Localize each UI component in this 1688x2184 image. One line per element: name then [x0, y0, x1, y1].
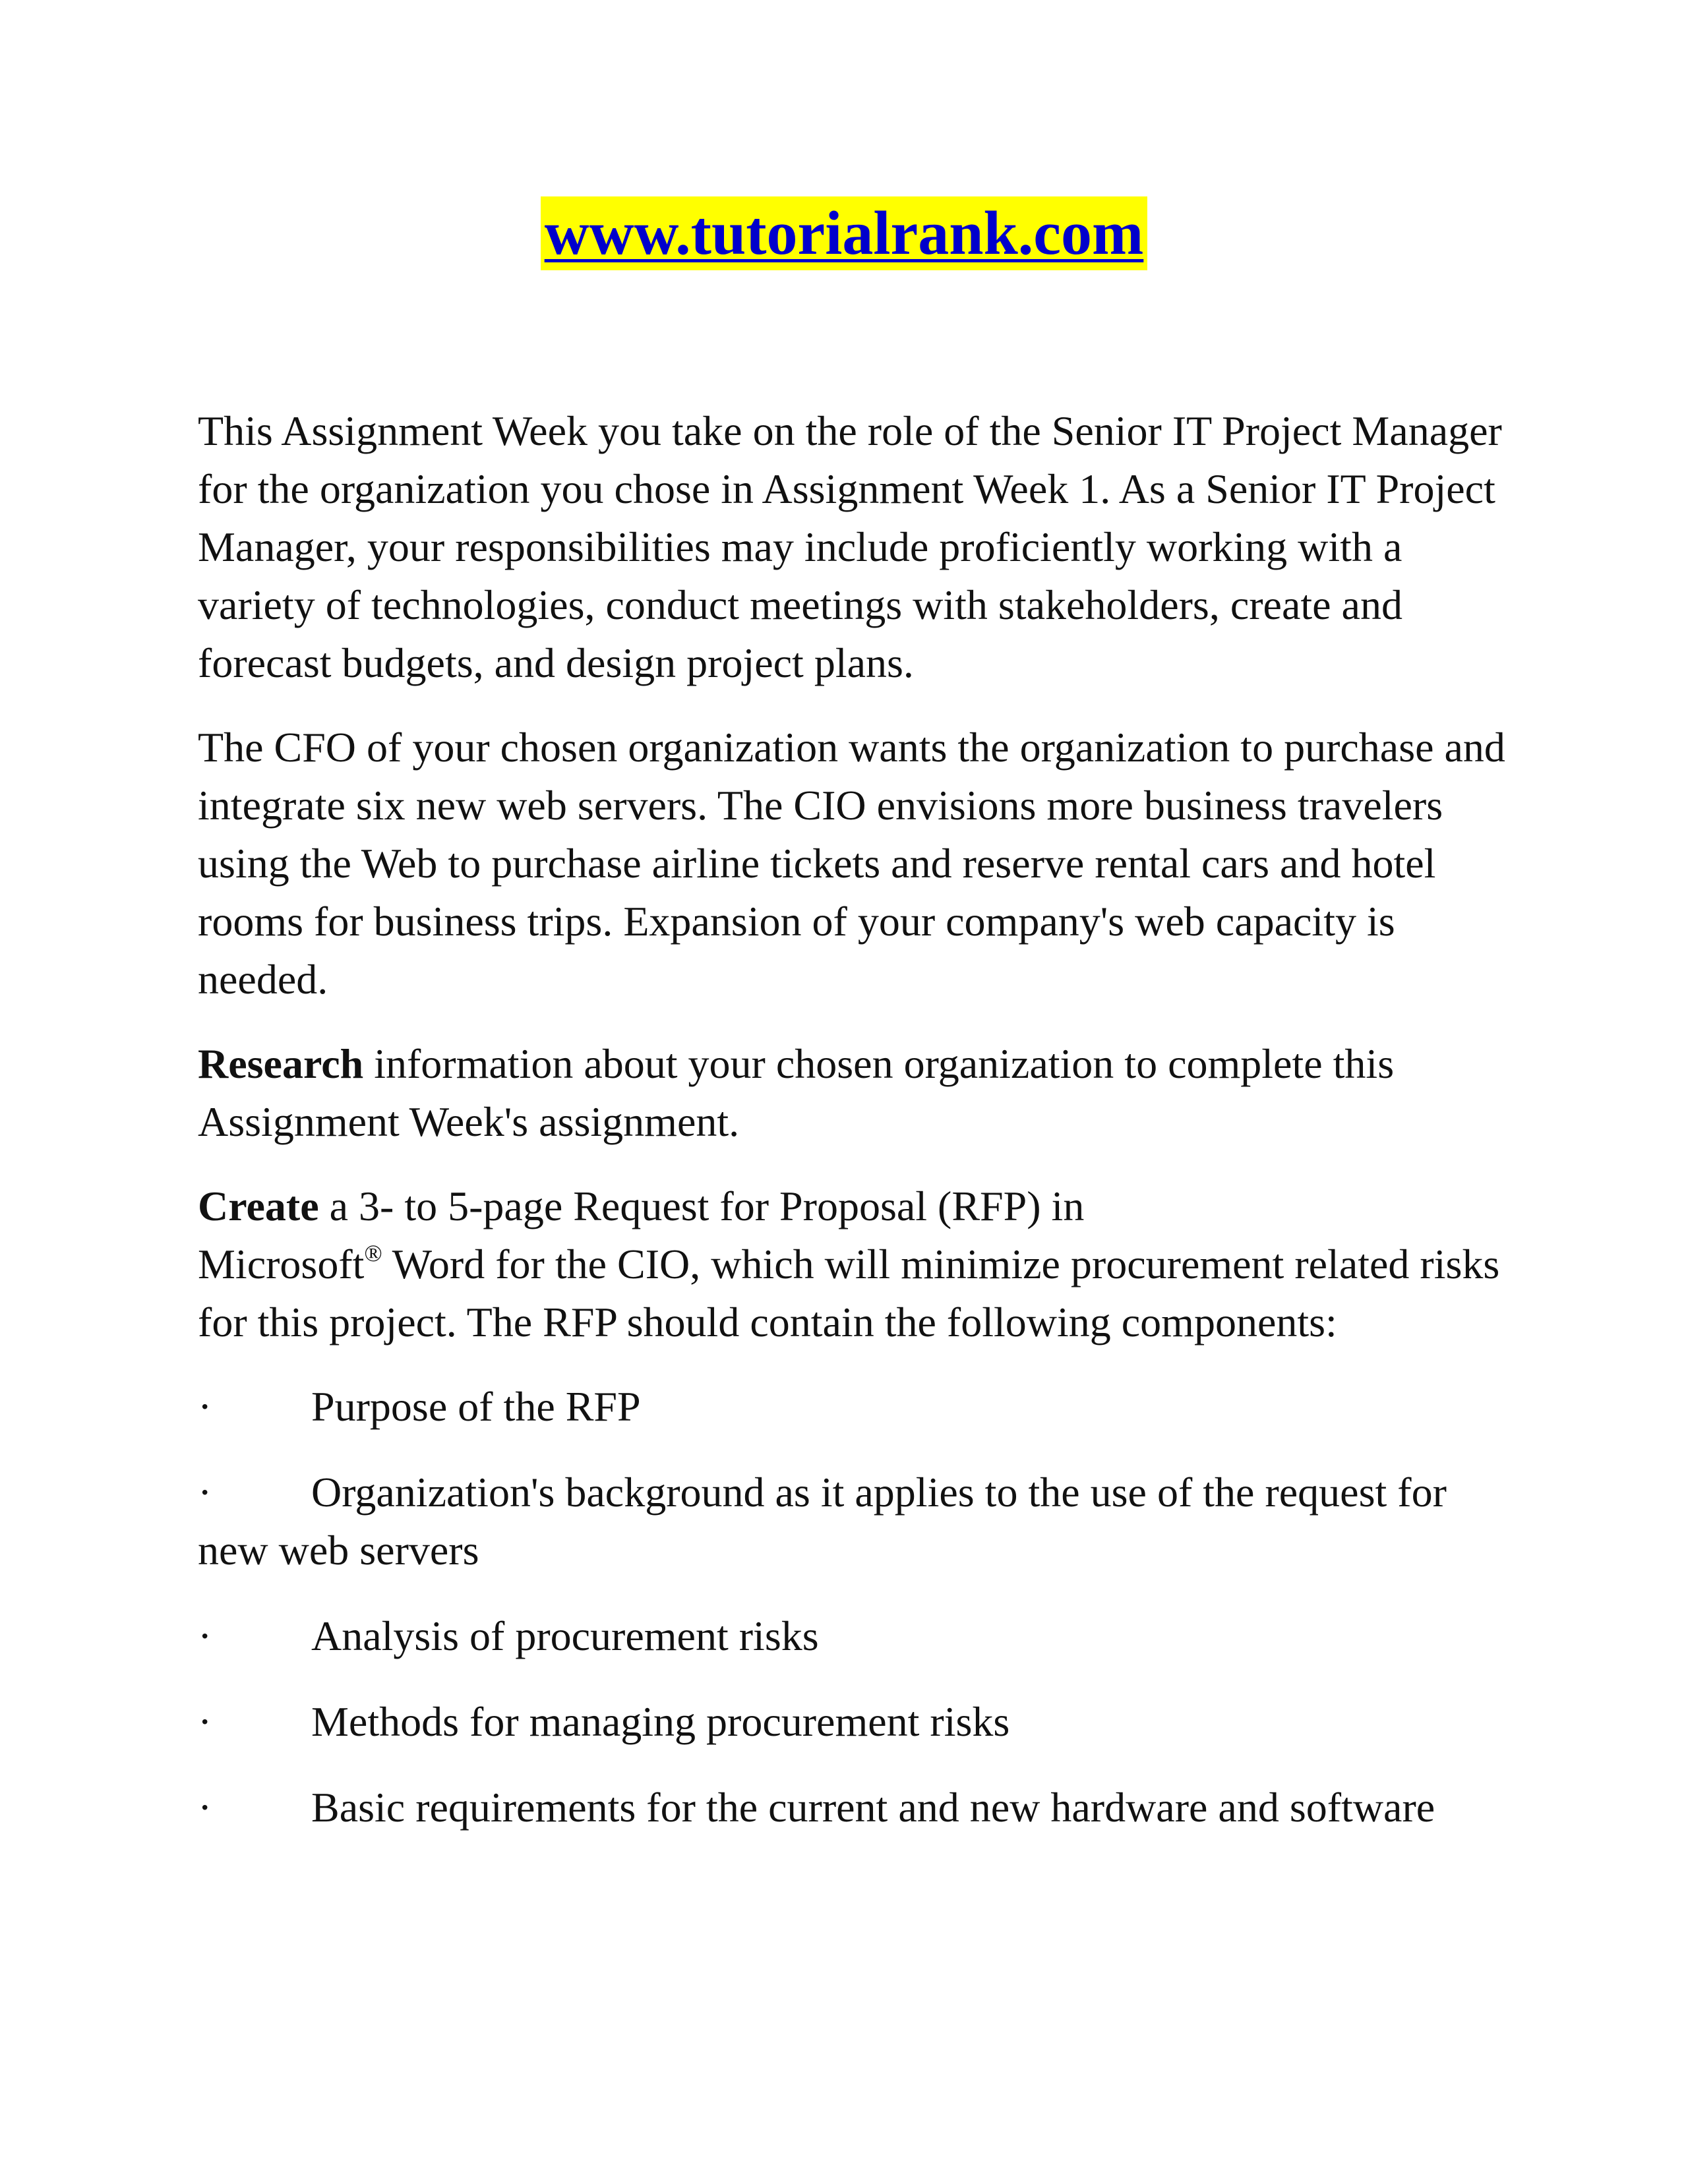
list-item	[198, 1607, 1517, 1665]
list-item-text: Analysis of procurement risks	[311, 1612, 819, 1659]
list-item	[198, 1779, 1517, 1837]
bullet-icon: ·	[198, 1383, 212, 1430]
list-item	[198, 1378, 1517, 1436]
bullet-icon: ·	[198, 1698, 212, 1745]
list-item-text: Basic requirements for the current and new hardware and software	[311, 1784, 1435, 1831]
intro-paragraph: This Assignment Week you take on the role of the Senior IT Project Manager for the organization you chose in Assignment Week 1. As a Senior IT Project Manager, your responsibilities may include proficiently working with a variety of technologies, conduct meetings with stakeholders, create and forecast budgets, and design project plans.	[198, 407, 1502, 686]
create-keyword: Create	[198, 1183, 319, 1229]
list-item	[198, 1463, 1517, 1579]
create-text-3: Word for the CIO, which will minimize procurement related risks for this project. The RFP should contain the following components:	[198, 1241, 1500, 1345]
create-text-2: Microsoft	[198, 1241, 365, 1287]
site-link[interactable]: www.tutorialrank.com	[541, 196, 1148, 270]
cfo-paragraph: The CFO of your chosen organization wants the organization to purchase and integrate six new web servers. The CIO envisions more business travelers using the Web to purchase airline tickets and reserve rental cars and hotel rooms for business trips. Expansion of your company's web capacity is needed.	[198, 724, 1505, 1003]
create-paragraph	[198, 1177, 1517, 1351]
bullet-icon: ·	[198, 1612, 212, 1659]
research-keyword: Research	[198, 1040, 364, 1087]
document-body	[198, 402, 1517, 1864]
bullet-icon: ·	[198, 1469, 212, 1516]
list-item-text: Purpose of the RFP	[311, 1383, 641, 1430]
header	[0, 196, 1688, 270]
bullet-icon: ·	[198, 1784, 212, 1831]
create-text-1: a 3- to 5-page Request for Proposal (RFP) in	[318, 1183, 1085, 1229]
list-item	[198, 1693, 1517, 1751]
list-item-text: Methods for managing procurement risks	[311, 1698, 1010, 1745]
list-item-text: Organization's background as it applies to the use of the request for new web servers	[198, 1469, 1447, 1574]
research-text: information about your chosen organization to complete this Assignment Week's assignment.	[198, 1040, 1395, 1145]
registered-mark: ®	[364, 1240, 382, 1266]
research-paragraph	[198, 1035, 1517, 1151]
